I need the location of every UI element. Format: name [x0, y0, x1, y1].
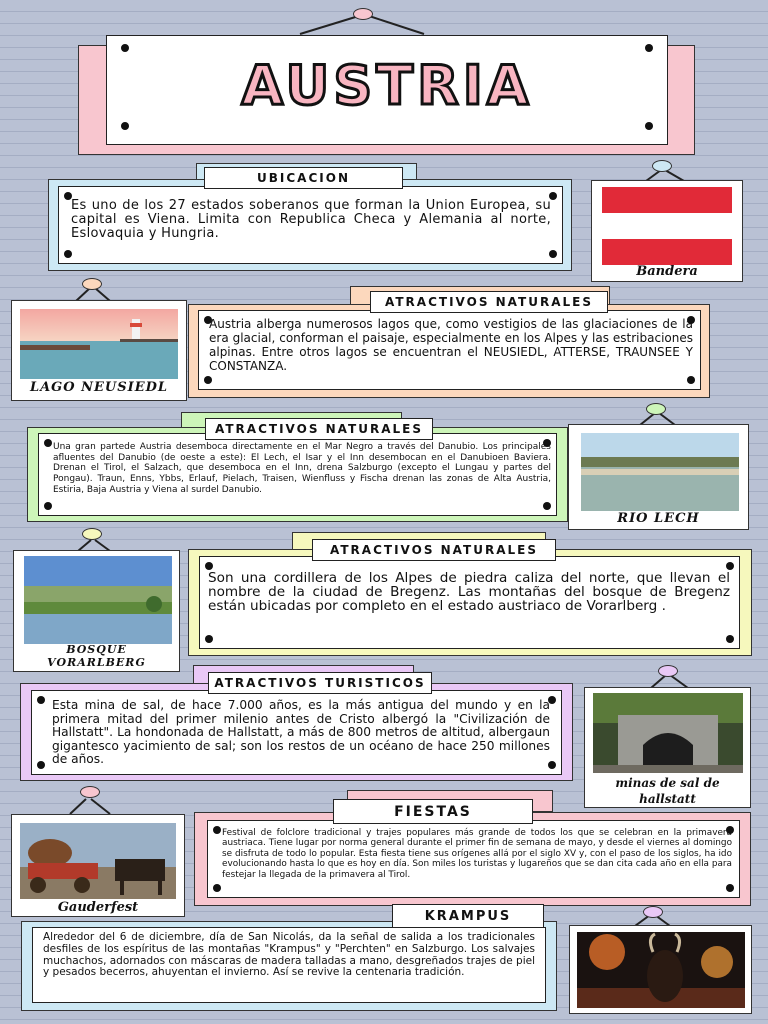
krampus-hanger-ring	[643, 906, 663, 918]
lagos-card	[198, 310, 701, 390]
minas-hallstatt-photo	[593, 693, 743, 773]
rio-lech-photo	[581, 433, 739, 511]
bosque-hanger-ring	[82, 528, 102, 540]
krampus-text: Alrededor del 6 de diciembre, día de San Nicolás, da la señal de salida a los tradicionales desfiles de los espíritus de las montañas "Krampus" y "Perchten" en Salzburgo. Los salvajes muchachos, adornados con máscaras de madera talladas a mano, desgreñados trajes de piel y pesados becerros, ahuyentan el invierno. Así se revive la centenaria tradición.	[43, 931, 535, 979]
austria-flag	[602, 187, 732, 265]
lagos-label: ATRACTIVOS NATURALES	[370, 291, 608, 313]
turisticos-card	[31, 690, 562, 775]
gauderfest-caption: Gauderfest	[57, 900, 139, 915]
flag-stripe-middle	[602, 213, 732, 239]
ubicacion-label: UBICACION	[204, 167, 403, 189]
bosque-card	[199, 556, 740, 649]
bandera-caption: Bandera	[636, 264, 698, 279]
gauderfest-photo	[20, 823, 176, 899]
rios-text: Una gran partede Austria desemboca directamente en el Mar Negro a través del Danubio. Los principales afluentes del Danubio (de oeste a este): El Lech, el Isar y el Inn desembocan en el Danubioen Baviera. Drenan el Tirol, el Salzach, que desemboca en el Inn, drena Salzburgo (excepto el Lungau y partes del Pongau). Traun, Enns, Ybbs, Erlauf, Pielach, Traisen, Wienfluss y Fischa drenan las zonas de Alta Austria, Estiria, Baja Austria y Viena al surdel Danubio.	[53, 442, 551, 495]
flag-stripe-top	[602, 187, 732, 213]
fiestas-hanger-ring	[80, 786, 100, 798]
title-hanger-ring	[353, 8, 373, 20]
krampus-photo	[577, 932, 745, 1008]
rios-hanger-ring	[646, 403, 666, 415]
lagos-hanger-ring	[82, 278, 102, 290]
bosque-vorarlberg-photo	[24, 556, 172, 644]
bandera-card	[591, 180, 743, 282]
lago-neusiedl-card	[11, 300, 187, 401]
rio-lech-card	[568, 424, 749, 530]
lago-neusiedl-caption: LAGO NEUSIEDL	[29, 380, 169, 395]
page-title: AUSTRIA	[241, 54, 533, 117]
bandera-hanger-ring	[652, 160, 672, 172]
fiestas-text: Festival de folclore tradicional y trajes populares más grande de todos los que se celebran en la primavera austriaca. Tiene lugar por norma general durante el primer fin de semana de mayo, y desde el viernes al domingo se disfruta de todo lo popular. Esta fiesta tiene sus orígenes allá por el siglo XV y, con el paso de los siglos, ha ido evolucionando hasta lo que es hoy en día. Son miles los turistas y lugareños que se dan cita cada año en ella para festejar la llegada de la primavera al Tirol.	[222, 828, 732, 880]
bosque-caption-line1: BOSQUE	[66, 643, 127, 656]
turisticos-hanger-ring	[658, 665, 678, 677]
bosque-caption-line2: VORARLBERG	[47, 656, 146, 669]
krampus-card-photo	[569, 925, 752, 1014]
krampus-label: KRAMPUS	[392, 904, 544, 928]
turisticos-label: ATRACTIVOS TURISTICOS	[208, 672, 432, 694]
bosque-text: Son una cordillera de los Alpes de piedra caliza del norte, que llevan el nombre de la ciudad de Bregenz. Las montañas del bosque de Bregenz están ubicadas por completo en el estado austriaco de Vorarlberg .	[208, 570, 730, 614]
ubicacion-card	[58, 186, 563, 264]
ubicacion-text: Es uno de los 27 estados soberanos que forman la Union Europea, su capital es Viena. Limita con Republica Checa y Alemania al norte, Eslovaquia y Hungria.	[71, 198, 551, 241]
title-card	[106, 35, 668, 145]
minas-hallstatt-card	[584, 687, 751, 808]
fiestas-label: FIESTAS	[333, 799, 533, 824]
minas-hallstatt-caption-line1: minas de sal de	[615, 776, 720, 790]
turisticos-text: Esta mina de sal, de hace 7.000 años, es la más antigua del mundo y en la primera mitad del primer milenio antes de Cristo albergó la "Civilización de Hallstatt". La hondonada de Hallstatt, a más de 800 metros de altitud, albergaun gigantesco yacimiento de sal; son los restos de un océano de hace 250 millones de años.	[52, 698, 550, 767]
rios-card	[38, 433, 557, 516]
rio-lech-caption: RIO LECH	[617, 511, 700, 526]
gauderfest-card	[11, 814, 185, 917]
lago-neusiedl-photo	[20, 309, 178, 379]
krampus-card	[32, 927, 546, 1003]
fiestas-card	[207, 820, 740, 898]
minas-hallstatt-caption-line2: hallstatt	[639, 792, 696, 806]
bosque-vorarlberg-card	[13, 550, 180, 672]
lagos-text: Austria alberga numerosos lagos que, como vestigios de las glaciaciones de la era glacial, conforman el paisaje, especialmente en los Alpes y las estribaciones alpinas. Entre otros lagos se encuentran el NEUSIEDL, ATTERSE, TRAUNSEE Y CONSTANZA.	[209, 317, 693, 373]
rios-label: ATRACTIVOS NATURALES	[205, 418, 433, 440]
title-hanger	[0, 0, 768, 40]
bosque-label: ATRACTIVOS NATURALES	[312, 539, 556, 561]
flag-stripe-bottom	[602, 239, 732, 265]
